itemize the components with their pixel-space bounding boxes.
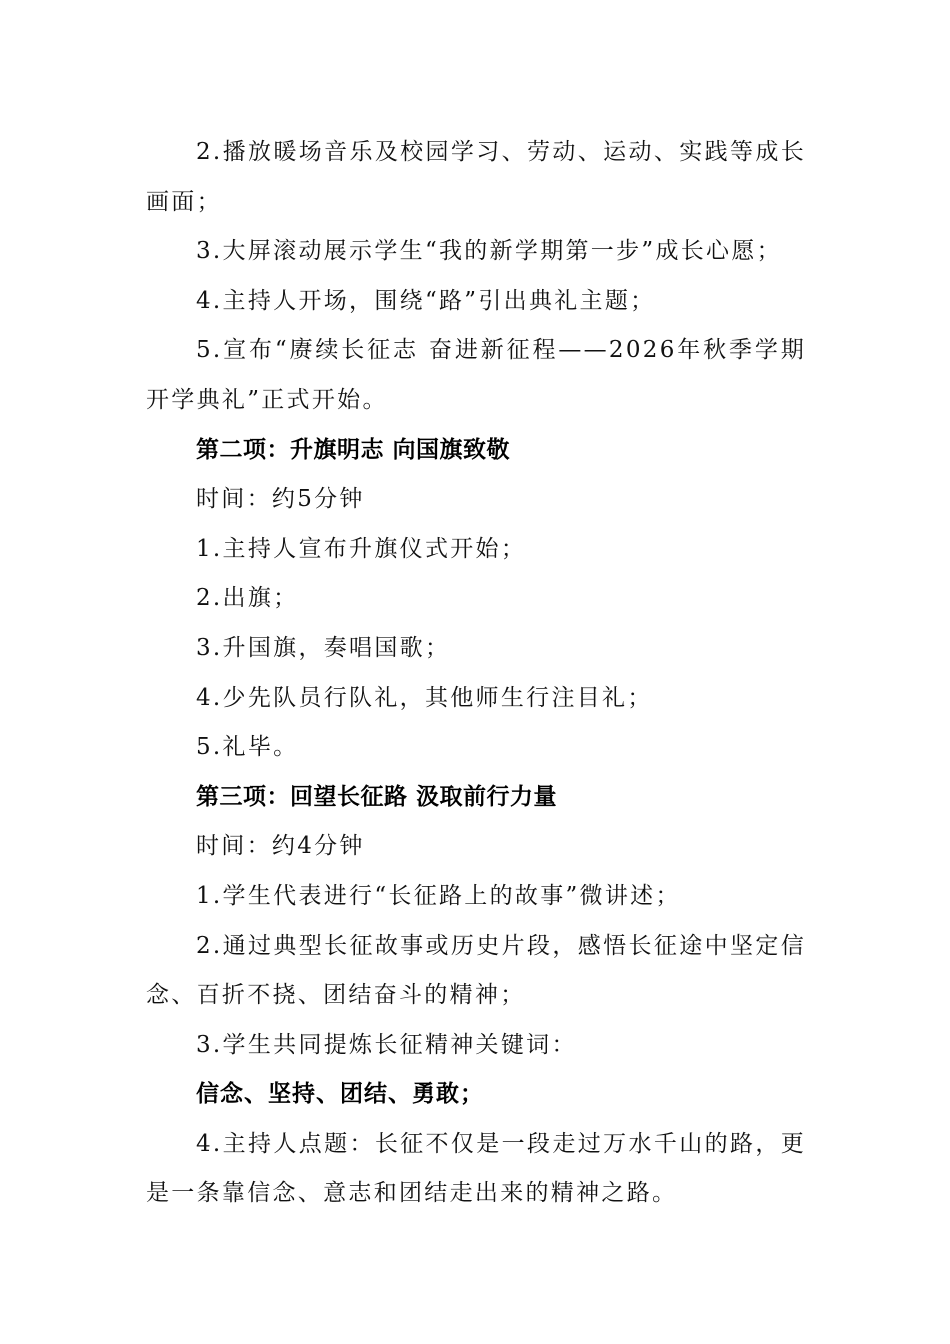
section-heading-flag-raising: 第二项：升旗明志 向国旗致敬 — [196, 436, 511, 463]
section-time: 时间：约4分钟 — [196, 833, 365, 860]
list-item: 3.学生共同提炼长征精神关键词： — [196, 1031, 577, 1058]
list-item: 2.出旗； — [196, 585, 299, 612]
section-heading-long-march: 第三项：回望长征路 汲取前行力量 — [196, 783, 558, 810]
list-item: 4.少先队员行队礼，其他师生行注目礼； — [196, 684, 653, 711]
paragraph-item-2: 2.播放暖场音乐及校园学习、劳动、运动、实践等成长画面； — [146, 139, 806, 215]
list-item: 2.通过典型长征故事或历史片段，感悟长征途中坚定信念、百折不挠、团结奋斗的精神； — [146, 932, 806, 1009]
list-item: 1.学生代表进行“长征路上的故事”微讲述； — [196, 882, 681, 909]
paragraph-item-5: 5.宣布“赓续长征志 奋进新征程——2026年秋季学期开学典礼”正式开始。 — [146, 337, 806, 413]
list-item: 3.升国旗，奏唱国歌； — [196, 634, 451, 661]
document-body — [146, 128, 806, 1219]
keywords-line: 信念、坚持、团结、勇敢； — [196, 1081, 484, 1108]
paragraph-item-4: 4.主持人开场，围绕“路”引出典礼主题； — [196, 287, 656, 314]
list-item: 4.主持人点题：长征不仅是一段走过万水千山的路，更是一条靠信念、意志和团结走出来的精神之路。 — [146, 1130, 806, 1207]
list-item: 5.礼毕。 — [196, 734, 299, 761]
section-time: 时间：约5分钟 — [196, 486, 365, 513]
list-item: 1.主持人宣布升旗仪式开始； — [196, 535, 527, 562]
paragraph-item-3: 3.大屏滚动展示学生“我的新学期第一步”成长心愿； — [196, 238, 782, 265]
